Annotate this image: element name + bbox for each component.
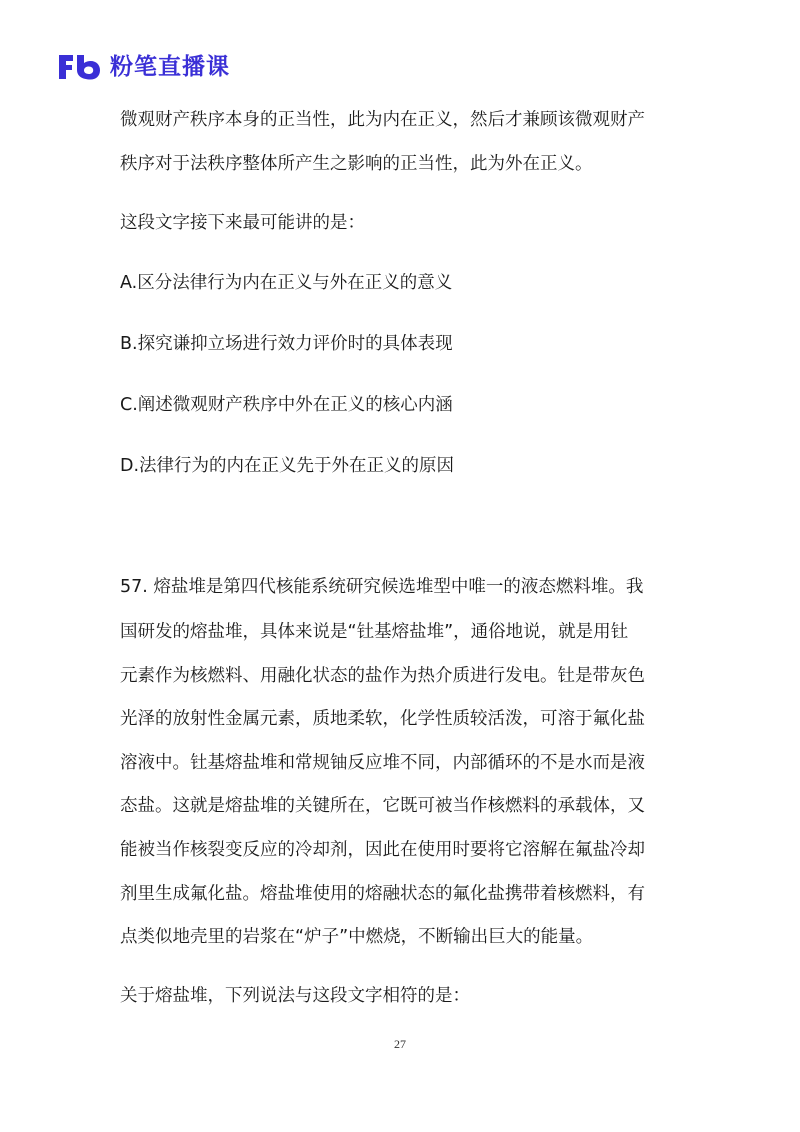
q56-continuation-line-2: 秩序对于法秩序整体所产生之影响的正当性，此为外在正义。 <box>120 154 593 174</box>
q57-line-7: 能被当作核裂变反应的冷却剂，因此在使用时要将它溶解在氟盐冷却 <box>120 840 645 860</box>
q56-option-c: C.阐述微观财产秩序中外在正义的核心内涵 <box>120 395 453 415</box>
fenbi-logo-icon <box>56 52 102 82</box>
q56-option-d: D.法律行为的内在正义先于外在正义的原因 <box>120 456 455 476</box>
q57-prompt: 关于熔盐堆，下列说法与这段文字相符的是： <box>120 986 470 1006</box>
page-header <box>56 50 230 84</box>
q57-line-5: 溶液中。钍基熔盐堆和常规铀反应堆不同，内部循环的不是水而是液 <box>120 753 645 773</box>
brand-name: 粉笔直播课 <box>110 54 230 80</box>
page-number: 27 <box>394 1037 406 1051</box>
q57-line-1: 57. 熔盐堆是第四代核能系统研究候选堆型中唯一的液态燃料堆。我 <box>120 577 644 597</box>
q57-line-8: 剂里生成氟化盐。熔盐堆使用的熔融状态的氟化盐携带着核燃料，有 <box>120 884 645 904</box>
q57-line-4: 光泽的放射性金属元素，质地柔软，化学性质较活泼，可溶于氟化盐 <box>120 709 645 729</box>
q56-continuation-line-1: 微观财产秩序本身的正当性，此为内在正义，然后才兼顾该微观财产 <box>120 110 645 130</box>
q56-option-a: A.区分法律行为内在正义与外在正义的意义 <box>120 273 453 293</box>
q57-line-2: 国研发的熔盐堆，具体来说是“钍基熔盐堆”，通俗地说，就是用钍 <box>120 622 629 642</box>
q57-line-6: 态盐。这就是熔盐堆的关键所在，它既可被当作核燃料的承载体，又 <box>120 796 645 816</box>
q56-option-b: B.探究谦抑立场进行效力评价时的具体表现 <box>120 334 453 354</box>
q56-prompt: 这段文字接下来最可能讲的是： <box>120 213 365 233</box>
q57-line-9: 点类似地壳里的岩浆在“炉子”中燃烧，不断输出巨大的能量。 <box>120 927 594 947</box>
q57-line-3: 元素作为核燃料、用融化状态的盐作为热介质进行发电。钍是带灰色 <box>120 666 645 686</box>
